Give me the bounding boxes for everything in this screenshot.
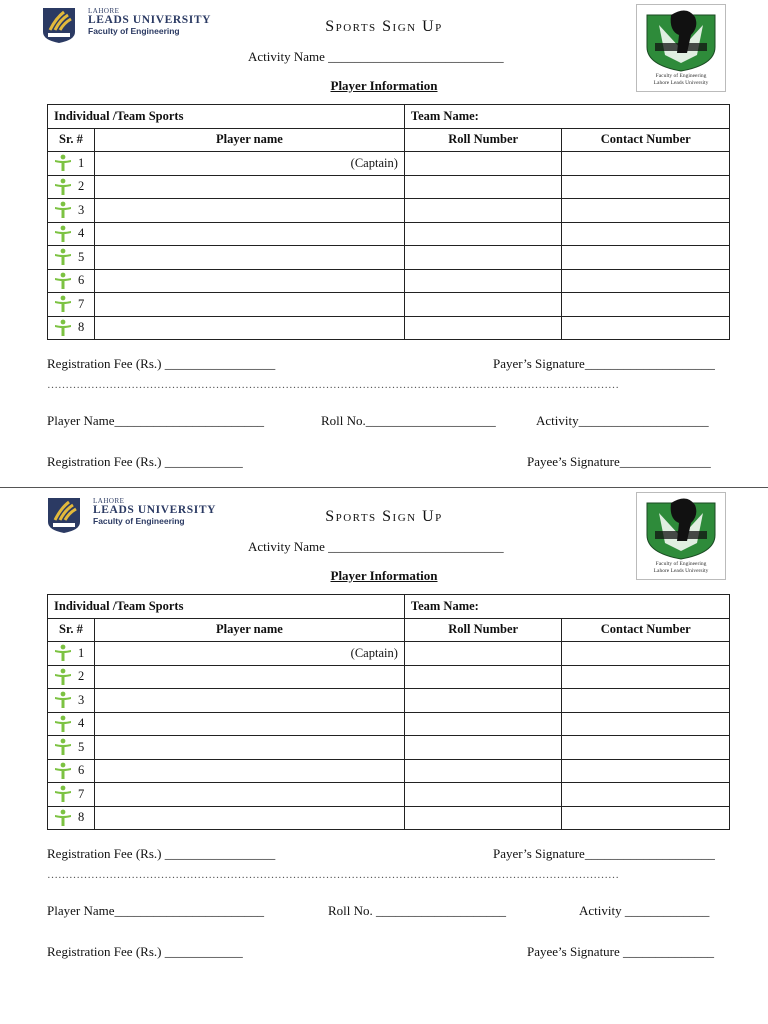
player-name-cell[interactable]	[94, 199, 404, 223]
player-name-cell[interactable]	[94, 293, 404, 317]
contact-number-cell[interactable]	[562, 152, 730, 176]
row-number: 1	[78, 645, 85, 660]
roll-number-cell[interactable]	[404, 199, 562, 223]
contact-number-cell[interactable]	[562, 712, 730, 736]
row-number: 8	[78, 810, 85, 825]
roll-number-cell[interactable]	[404, 783, 562, 807]
contact-number-cell[interactable]	[562, 175, 730, 199]
player-name-cell[interactable]	[94, 665, 404, 689]
sr-number-cell	[48, 783, 95, 807]
sports-emblem	[636, 492, 726, 580]
roll-number-cell[interactable]	[404, 689, 562, 713]
player-name-cell[interactable]	[94, 806, 404, 830]
sr-number-cell	[48, 736, 95, 760]
sr-number-cell	[48, 293, 95, 317]
row-number: 6	[78, 763, 85, 778]
table-row	[48, 222, 730, 246]
university-name: LEADS UNIVERSITY	[88, 14, 212, 26]
sr-number-cell	[48, 199, 95, 223]
player-name-cell[interactable]	[94, 759, 404, 783]
emblem-caption: Faculty of Engineering	[655, 561, 707, 567]
row-number: 7	[78, 786, 85, 801]
contact-number-cell[interactable]	[562, 689, 730, 713]
row-number: 1	[78, 155, 85, 170]
player-figure-icon	[54, 201, 72, 219]
column-header-player-name: Player name	[94, 618, 404, 642]
player-figure-icon	[54, 738, 72, 756]
registration-fee-receipt-field[interactable]: Registration Fee (Rs.) ____________	[47, 454, 243, 469]
contact-number-cell[interactable]	[562, 736, 730, 760]
table-row	[48, 783, 730, 807]
player-name-cell[interactable]	[94, 175, 404, 199]
sr-number-cell	[48, 806, 95, 830]
roll-number-cell[interactable]	[404, 642, 562, 666]
table-row	[48, 712, 730, 736]
player-name-cell[interactable]	[94, 222, 404, 246]
registration-fee-field[interactable]: Registration Fee (Rs.) _________________	[47, 846, 276, 861]
sign-up-form	[0, 490, 768, 980]
sign-up-form	[0, 0, 768, 490]
row-number: 8	[78, 320, 85, 335]
row-number: 5	[78, 249, 85, 264]
table-row	[48, 759, 730, 783]
table-row	[48, 806, 730, 830]
roll-number-cell[interactable]	[404, 175, 562, 199]
player-table	[47, 104, 730, 340]
column-header-sr: Sr. #	[48, 128, 95, 152]
row-number: 2	[78, 179, 85, 194]
player-name-cell[interactable]	[94, 316, 404, 340]
emblem-caption: Lahore Leads University	[653, 80, 709, 86]
player-figure-icon	[54, 668, 72, 686]
player-name-cell[interactable]	[94, 642, 404, 666]
roll-number-cell[interactable]	[404, 736, 562, 760]
activity-name-field[interactable]: Activity Name ___________________________	[248, 49, 504, 64]
player-figure-icon	[54, 295, 72, 313]
player-name-cell[interactable]	[94, 246, 404, 270]
individual-team-label: Individual /Team Sports	[48, 595, 405, 619]
cut-line-divider	[0, 487, 768, 488]
roll-number-cell[interactable]	[404, 222, 562, 246]
roll-number-cell[interactable]	[404, 759, 562, 783]
column-header-player-name: Player name	[94, 128, 404, 152]
column-header-roll-number: Roll Number	[404, 128, 562, 152]
section-title: Player Information	[330, 78, 438, 93]
player-table	[47, 594, 730, 830]
column-header-roll-number: Roll Number	[404, 618, 562, 642]
team-name-label[interactable]: Team Name:	[404, 595, 729, 619]
row-number: 4	[78, 716, 85, 731]
player-name-field[interactable]: Player Name_______________________	[47, 413, 265, 428]
contact-number-cell[interactable]	[562, 199, 730, 223]
table-row	[48, 689, 730, 713]
roll-no-field[interactable]: Roll No. ____________________	[328, 903, 507, 918]
player-figure-icon	[54, 154, 72, 172]
contact-number-cell[interactable]	[562, 806, 730, 830]
university-city: LAHORE	[93, 497, 125, 505]
roll-number-cell[interactable]	[404, 152, 562, 176]
table-row	[48, 246, 730, 270]
player-name-cell[interactable]	[94, 783, 404, 807]
player-name-cell[interactable]	[94, 712, 404, 736]
contact-number-cell[interactable]	[562, 246, 730, 270]
dotted-separator: …………………………………………………………………………………………………………………………………………	[47, 869, 619, 881]
player-figure-icon	[54, 762, 72, 780]
row-number: 4	[78, 226, 85, 241]
contact-number-cell[interactable]	[562, 316, 730, 340]
row-number: 6	[78, 273, 85, 288]
payers-signature-field[interactable]: Payer’s Signature____________________	[493, 356, 715, 371]
payers-signature-field[interactable]: Payer’s Signature____________________	[493, 846, 715, 861]
team-name-label[interactable]: Team Name:	[404, 105, 729, 129]
sr-number-cell	[48, 665, 95, 689]
form-title: Sports Sign Up	[325, 508, 443, 525]
sr-number-cell	[48, 152, 95, 176]
table-row	[48, 269, 730, 293]
table-row	[48, 736, 730, 760]
player-figure-icon	[54, 644, 72, 662]
emblem-caption: Faculty of Engineering	[655, 73, 707, 79]
contact-number-cell[interactable]	[562, 222, 730, 246]
registration-fee-receipt-field[interactable]: Registration Fee (Rs.) ____________	[47, 944, 243, 959]
faculty-name: Faculty of Engineering	[88, 26, 180, 36]
column-header-contact-number: Contact Number	[562, 618, 730, 642]
sr-number-cell	[48, 175, 95, 199]
captain-note: (Captain)	[350, 645, 398, 660]
contact-number-cell[interactable]	[562, 783, 730, 807]
roll-number-cell[interactable]	[404, 665, 562, 689]
table-row	[48, 199, 730, 223]
row-number: 2	[78, 669, 85, 684]
player-name-cell[interactable]	[94, 152, 404, 176]
sr-number-cell	[48, 222, 95, 246]
captain-note: (Captain)	[350, 155, 398, 170]
player-name-cell[interactable]	[94, 269, 404, 293]
player-figure-icon	[54, 715, 72, 733]
payees-signature-field[interactable]: Payee’s Signature______________	[527, 454, 711, 469]
player-figure-icon	[54, 248, 72, 266]
sr-number-cell	[48, 642, 95, 666]
faculty-name: Faculty of Engineering	[93, 516, 185, 526]
roll-number-cell[interactable]	[404, 293, 562, 317]
player-figure-icon	[54, 809, 72, 827]
player-figure-icon	[54, 272, 72, 290]
roll-number-cell[interactable]	[404, 246, 562, 270]
roll-number-cell[interactable]	[404, 806, 562, 830]
payees-signature-field[interactable]: Payee’s Signature ______________	[527, 944, 715, 959]
table-row	[48, 152, 730, 176]
contact-number-cell[interactable]	[562, 293, 730, 317]
sr-number-cell	[48, 316, 95, 340]
row-number: 3	[78, 202, 85, 217]
registration-fee-field[interactable]: Registration Fee (Rs.) _________________	[47, 356, 276, 371]
table-row	[48, 175, 730, 199]
sr-number-cell	[48, 689, 95, 713]
column-header-sr: Sr. #	[48, 618, 95, 642]
contact-number-cell[interactable]	[562, 642, 730, 666]
activity-field[interactable]: Activity _____________	[579, 903, 710, 918]
table-row	[48, 665, 730, 689]
row-number: 7	[78, 296, 85, 311]
emblem-caption: Lahore Leads University	[653, 568, 709, 574]
section-title: Player Information	[330, 568, 438, 583]
university-name: LEADS UNIVERSITY	[93, 504, 217, 516]
dotted-separator: …………………………………………………………………………………………………………………………………………	[47, 379, 619, 391]
table-row	[48, 293, 730, 317]
form-title: Sports Sign Up	[325, 18, 443, 35]
player-name-cell[interactable]	[94, 736, 404, 760]
sr-number-cell	[48, 269, 95, 293]
activity-field[interactable]: Activity____________________	[536, 413, 709, 428]
column-header-contact-number: Contact Number	[562, 128, 730, 152]
player-figure-icon	[54, 785, 72, 803]
player-name-field[interactable]: Player Name_______________________	[47, 903, 265, 918]
player-figure-icon	[54, 319, 72, 337]
roll-no-field[interactable]: Roll No.____________________	[321, 413, 496, 428]
individual-team-label: Individual /Team Sports	[48, 105, 405, 129]
contact-number-cell[interactable]	[562, 269, 730, 293]
roll-number-cell[interactable]	[404, 712, 562, 736]
university-city: LAHORE	[88, 7, 120, 15]
contact-number-cell[interactable]	[562, 665, 730, 689]
table-row	[48, 642, 730, 666]
sr-number-cell	[48, 712, 95, 736]
sr-number-cell	[48, 759, 95, 783]
roll-number-cell[interactable]	[404, 316, 562, 340]
activity-name-field[interactable]: Activity Name ___________________________	[248, 539, 504, 554]
player-figure-icon	[54, 225, 72, 243]
player-figure-icon	[54, 691, 72, 709]
player-name-cell[interactable]	[94, 689, 404, 713]
roll-number-cell[interactable]	[404, 269, 562, 293]
row-number: 3	[78, 692, 85, 707]
row-number: 5	[78, 739, 85, 754]
player-figure-icon	[54, 178, 72, 196]
contact-number-cell[interactable]	[562, 759, 730, 783]
sr-number-cell	[48, 246, 95, 270]
table-row	[48, 316, 730, 340]
